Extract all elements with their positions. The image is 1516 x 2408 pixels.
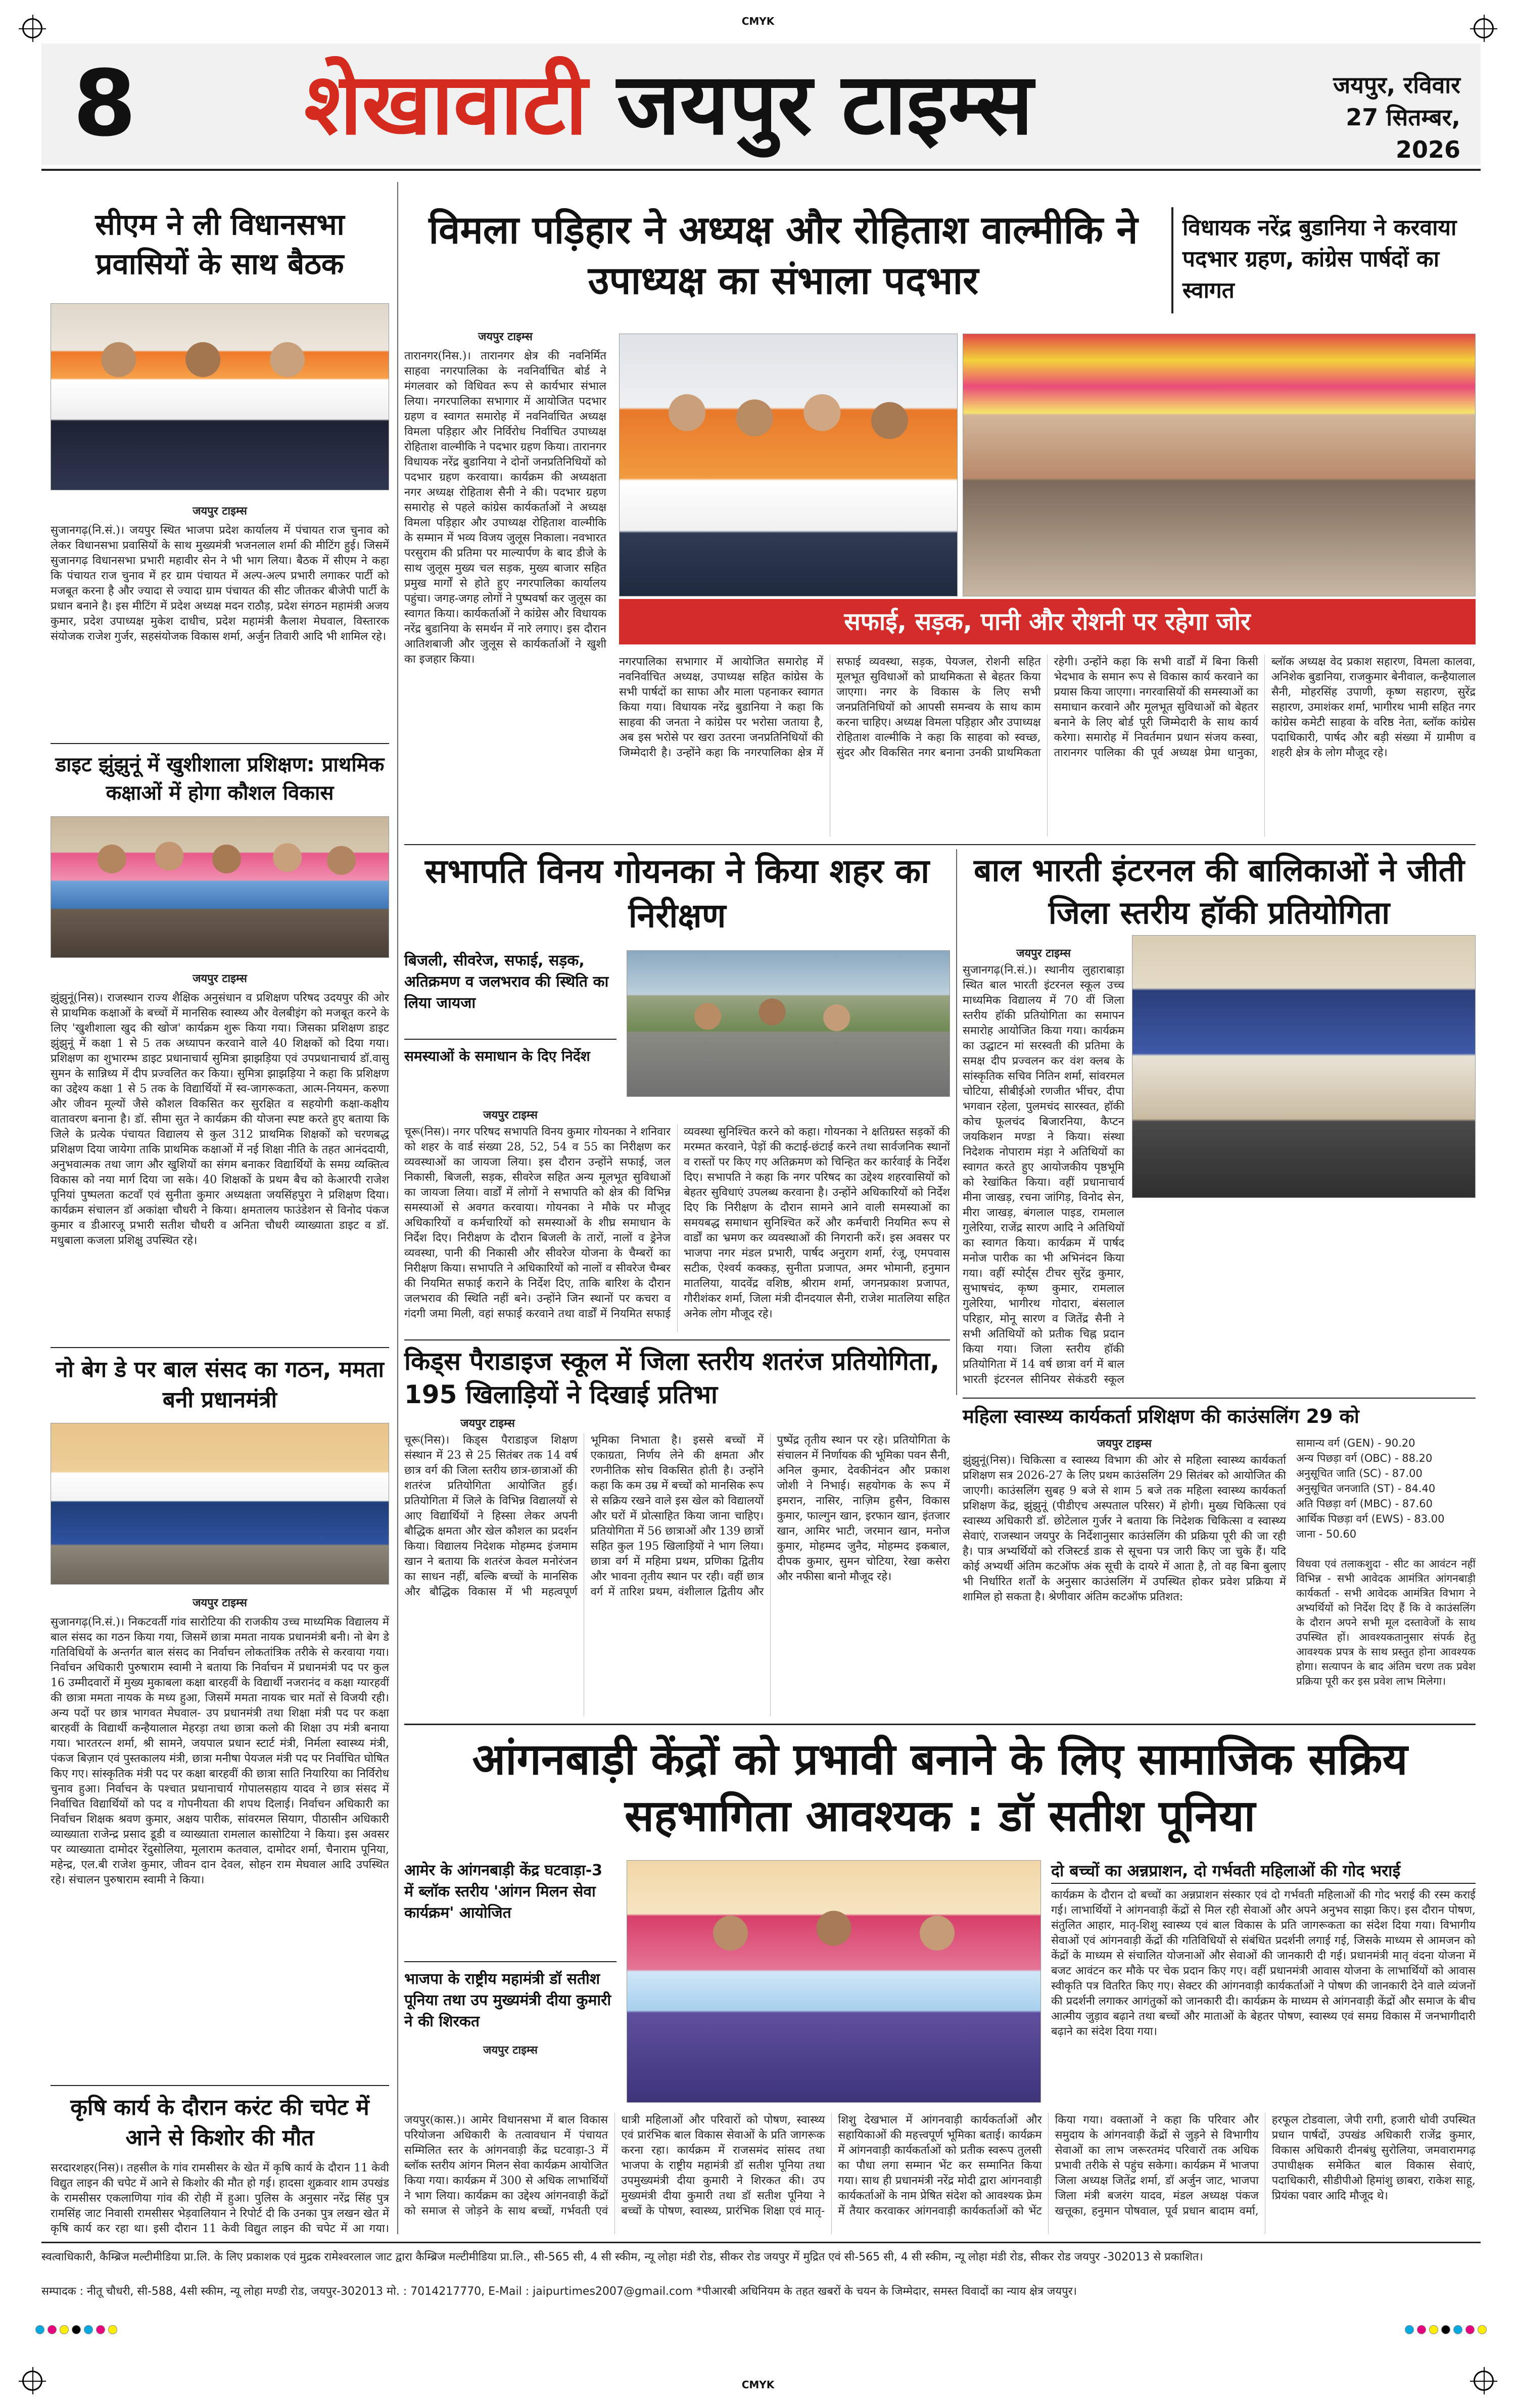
- story-anganwadi: जयपुर(कास.)। आमेर विधानसभा में बाल विकास परियोजना अधिकारी के तत्वावधान में पंचायत सम्मिलित स्तर के आंगनवाड़ी केंद्र घटवाड़ा-3 में ब्लॉक स्तरीय आंगन मिलन सेवा कार्यक्रम आयोजित किया गया। कार्यक्रम में 300 से अधिक लाभार्थियों ने भाग लिया। कार्यक्रम का उद्देश्य आंगनवाड़ी केंद्रों को समाज से जोड़ने के साथ बच्चों, गर्भवती एवं धात्री महिलाओं और परिवारों को पोषण, स्वास्थ्य एवं प्रारंभिक बाल विकास सेवाओं के प्रति जागरूक करना रहा। कार्यक्रम में राजसमंद सांसद तथा भाजपा के राष्ट्रीय महामंत्री डॉ सतीश पूनिया तथा उपमुख्यमंत्री दीया कुमारी ने शिरकत की। उप मुख्यमंत्री दीया कुमारी तथा डॉ सतीश पूनिया ने बच्चों के पोषण, स्वास्थ्य, प्रारंभिक शिक्षा एवं मातृ-शिशु देखभाल में आंगनवाड़ी कार्यकर्ताओं और सहायिकाओं की महत्त्वपूर्ण भूमिका बताई। कार्यक्रम में आंगनवाड़ी कार्यकर्ताओं को प्रतीक स्वरूप तुलसी का पौधा लगा सम्मान भेंट कर सम्मानित किया गया। साथ ही प्रधानमंत्री नरेंद्र मोदी द्वारा आंगनवाड़ी कार्यकर्ताओं के नाम प्रेषित संदेश को आवश्यक फ्रेम में तैयार करवाकर आंगनवाड़ी कार्यकर्ताओं को भेंट किया गया। वक्ताओं ने कहा कि परिवार और समुदाय के आंगनवाड़ी केंद्रों से जुड़ने से विभागीय सेवाओं का लाभ जरूरतमंद परिवारों तक अधिक प्रभावी तरीके से पहुंच सकेगा। कार्यक्रम में भाजपा जिला अध्यक्ष जितेंद्र शर्मा, डॉ अर्जुन जाट, भाजपा जिला मंत्री बजरंग यादव, मंडल अध्यक्ष पंकज खत्तूका, हनुमान पोषवाल, पूर्व प्रधान बादाम वर्मा, हरफूल टोडवाला, जेपी रागी, हजारी धोवी उपस्थित प्रधान पार्षदों, उपखंड अधिकारी राजेंद्र कुमार, विकास अधिकारी दीनबंधु सुरोलिया, जमवारामगढ़ उपाधीक्षक समेकित बाल विकास सेवाएं, पदाधिकारी, सीडीपीओ हिमांशु छाबरा, राकेश साहू, प्रियंका पवार आदि मौजूद थे।: [404, 2114, 1476, 2217]
- photo-inspection: [627, 950, 950, 1097]
- lead-banner: सफाई, सड़क, पानी और रोशनी पर रहेगा जोर: [619, 599, 1476, 644]
- story-divider: [404, 1724, 1476, 1725]
- headline-diet-training: डाइट झुंझुनूं में खुशीशाला प्रशिक्षण: प्राथमिक कक्षाओं में होगा कौशल विकास: [55, 753, 385, 805]
- title-black: जयपुर टाइम्स: [617, 55, 1033, 154]
- color-strip: [1405, 2325, 1487, 2334]
- photo-swearing-in: [619, 334, 958, 596]
- story-counselling-tail: विधवा एवं तलाकशुदा - सीट का आवंटन नहीं विभिन्न - सभी आवेदक आमंत्रित आंगनबाड़ी कार्यकर्ता - सभी आवेदक आमंत्रित विभाग ने अभ्यर्थियों को निर्देश दिए हैं कि वे काउंसलिंग के दौरान अपने सभी मूल दस्तावेजों के साथ उपस्थित हों। आवश्यकतानुसार संपर्क हेतु आवश्यक प्रपत्र के साथ प्रस्तुत होना आवश्यक होगा। सत्यापन के बाद अंतिम चरण तक प्रवेश प्रक्रिया पूरी कर इस प्रवेश लाभ मिलेगा।: [1296, 1558, 1476, 1687]
- deck-anganwadi-1: आमेर के आंगनबाड़ी केंद्र घटवाड़ा-3 में ब्लॉक स्तरीय 'आंगन मिलन सेवा कार्यक्रम' आयोजित: [404, 1862, 603, 1922]
- cutoff-item: अति पिछड़ा वर्ग (MBC) - 87.60: [1296, 1498, 1433, 1510]
- box-rule: [1051, 1883, 1476, 1884]
- photo-diet-training: [51, 816, 389, 958]
- story-diet-training: झुंझुनूं(निस)। राजस्थान राज्य शैक्षिक अनुसंधान व प्रशिक्षण परिषद उदयपुर की ओर से प्राथमिक कक्षाओं के बच्चों में मानसिक स्वास्थ्य और वेलबीइंग को मजबूत करने के लिए 'खुशीशाला खुद की खोज' कार्यक्रम शुरू किया गया। जिसका प्रशिक्षण डाइट झुंझुनूं में कक्षा 1 से 5 तक अध्यापन करवाने वाले 40 शिक्षकों को दिया गया। प्रशिक्षण का शुभारम्भ डाइट प्रधानाचार्य सुमित्रा झाझड़िया एवं उपप्रधानाचार्य डॉ.वासु सुमन के सान्निध्य में दीप प्रज्वलित कर किया। सुमित्रा झाझड़िया ने कहा कि प्रशिक्षण का उद्देश्य कक्षा 1 से 5 तक के विद्यार्थियों में स्व-जागरूकता, आत्म-नियमन, करुणा और जीवन मूल्यों जैसे कौशल विकसित कर सुरक्षित व सहयोगी कक्षा-कक्षीय वातावरण बनाना है। डॉ. सीमा सुत ने कार्यक्रम की योजना स्पष्ट करते हुए बताया कि जिले के प्रत्येक पंचायत विद्यालय से कुल 312 प्राथमिक शिक्षकों को चरणबद्ध प्रशिक्षण दिया जायेगा ताकि प्राथमिक कक्षाओं में नई शिक्षा नीति के तहत आनंददायी, अनुभवात्मक तथा जाग और खुशियों का संगम बनाकर विद्यार्थियों के समग्र व्यक्तित्व विकास को नया मार्ग दिया जा सके। 40 शिक्षकों के प्रथम बैच को केआरपी राजेश पूनियां पुष्पलता कटवाँ एवं सुनीता कुमार अध्यक्षता जयसिंहपुरा ने प्रशिक्षण दिया। कार्यक्रम संचालन डॉ अकांक्षा चौधरी ने किया। क्षमतालय फाउंडेशन से विनोद पंकज कुमार व डीआरजू प्रभारी सतीश चौधरी व अनिता चौधरी व्याख्याता डाइट व डॉ. मधुबाला कजला प्रशिक्षु उपस्थित रहे।: [51, 992, 389, 1247]
- story-divider: [51, 743, 389, 744]
- photo-anganwadi: [627, 1860, 1041, 2103]
- byline: जयपुर टाइम्स: [1016, 947, 1071, 960]
- lead-story-part-a: तारानगर(निस.)। तारानगर क्षेत्र की नवनिर्मित साहवा नगरपालिका के नवनिर्वाचित बोर्ड ने मंगलवार को विधिवत रूप से कार्यभार संभाल लिया। नगरपालिका सभागार में आयोजित पदभार ग्रहण व स्वागत समारोह में नवनिर्वाचित अध्यक्ष विमला पड़िहार और निर्विरोध निर्वाचित उपाध्यक्ष रोहिताश वाल्मीकि ने पदभार ग्रहण किया। तारानगर विधायक नरेंद्र बुडानिया ने दोनों जनप्रतिनिधियों को पदभार ग्रहण करवाया। कार्यक्रम की अध्यक्षता नगर अध्यक्ष रोहिताश सैनी ने की। पदभार ग्रहण समारोह से पहले कांग्रेस कार्यकर्ताओं ने अध्यक्ष विमला पड़िहार और उपाध्यक्ष रोहिताश वाल्मीकि के सम्मान में भव्य विजय जुलूस निकाला। नवभारत परसुराम की प्रतिमा पर माल्यार्पण के बाद डीजे के साथ जुलूस मुख्य चल सड़क, मुख्य बाजार सहित प्रमुख मार्गों से होते हुए नगरपालिका कार्यालय पहुंचा। जगह-जगह लोगों ने पुष्पवर्षा कर जुलूस का स्वागत किया। कार्यकर्ताओं ने कांग्रेस और विधायक नरेंद्र बुडानिया के समर्थन में नारे लगाए। इस दौरान आतिशबाजी और जुलूस से कार्यकर्ताओं ने खुशी का इजहार किया।: [404, 350, 606, 666]
- cutoff-item: जाना - 50.60: [1296, 1528, 1357, 1540]
- headline-counselling: महिला स्वास्थ्य कार्यकर्ता प्रशिक्षण की काउंसलिंग 29 को: [963, 1405, 1359, 1427]
- story-counselling: झुंझुनूं(निस)। चिकित्सा व स्वास्थ्य विभाग की ओर से महिला स्वास्थ्य कार्यकर्ता प्रशिक्षण सत्र 2026-27 के लिए प्रथम काउंसलिंग 29 सितंबर को आयोजित की जाएगी। काउंसलिंग सुबह 9 बजे से शाम 5 बजे तक महिला स्वास्थ्य कार्यकर्ता प्रशिक्षण केंद्र, झुंझुनूं (पीडीएच अस्पताल परिसर) में होगी। मुख्य चिकित्सा एवं स्वास्थ्य अधिकारी डॉ. छोटेलाल गुर्जर ने बताया कि निदेशक चिकित्सा व स्वास्थ्य सेवाएं, राजस्थान जयपुर के निर्देशानुसार काउंसलिंग की प्रक्रिया पूरी की जा रही है। पात्र अभ्यर्थियों को रजिस्टर्ड डाक से सूचना पत्र जारी किए जा चुके हैं। यदि कोई अभ्यर्थी अंतिम कटऑफ अंक सूची के दायरे में आता है, तो वह बिना बुलाए भी निर्धारित शर्तों के अनुसार काउंसलिंग में उपस्थित होकर प्रवेश प्रक्रिया में शामिल हो सकता है। श्रेणीवार अंतिम कटऑफ प्रतिशत:: [963, 1454, 1286, 1603]
- headline-chess: किड्स पैराडाइज स्कूल में जिला स्तरीय शतरंज प्रतियोगिता, 195 खिलाड़ियों ने दिखाई प्रतिभा: [404, 1347, 940, 1409]
- deck-anganwadi-2: भाजपा के राष्ट्रीय महामंत्री डॉ सतीश पूनिया तथा उप मुख्यमंत्री दीया कुमारी ने की शिरकत: [404, 1970, 611, 2030]
- masthead-rule: [41, 169, 1481, 171]
- byline: जयपुर टाइम्स: [193, 505, 247, 518]
- deck-rule: [404, 1039, 617, 1040]
- deck-goenka-2: समस्याओं के समाधान के दिए निर्देश: [404, 1048, 590, 1064]
- registration-mark-icon: [1474, 2371, 1494, 2391]
- story-chess: चूरू(निस)। किड्स पैराडाइज शिक्षण संस्थान में 23 से 25 सितंबर तक 14 वर्ष छात्र वर्ग की जिला स्तरीय छात्र-छात्राओं की शतरंज प्रतियोगिता आयोजित हुई। प्रतियोगिता में जिले के विभिन्न विद्यालयों से आए विद्यार्थियों ने हिस्सा लेकर अपनी बौद्धिक क्षमता और खेल कौशल का प्रदर्शन किया। विद्यालय निदेशक मोहम्मद इंजमाम खान ने बताया कि शतरंज केवल मनोरंजन का साधन नहीं, बल्कि बच्चों के मानसिक और बौद्धिक विकास में भी महत्वपूर्ण भूमिका निभाता है। इससे बच्चों में एकाग्रता, निर्णय लेने की क्षमता और रणनीतिक सोच विकसित होती है। उन्होंने कहा कि कम उम्र में बच्चों को मानसिक रूप से सक्रिय रखने वाले इस खेल को विद्यालयों और घरों में प्रोत्साहित किया जाना चाहिए। प्रतियोगिता में 56 छात्राओं और 139 छात्रों सहित कुल 195 खिलाड़ियों ने भाग लिया। छात्रा वर्ग में महिमा प्रथम, प्रणिका द्वितीय और भावना तृतीय स्थान पर रही। वहीं छात्र वर्ग में तारिश प्रथम, वंशीलाल द्वितीय और पुष्पेंद्र तृतीय स्थान पर रहे। प्रतियोगिता के संचालन में निर्णायक की भूमिका पवन सैनी, अनिल कुमार, देवकीनंदन और प्रकाश जोशी ने निभाई। सहयोगक के रूप में इमरान, नासिर, नाज़िम हुसैन, विकास कुमार, फाल्गुन खान, इरफान खान, इंतजार खान, आमिर भाटी, जरमान खान, मनोज कुमार, मोहम्मद जुनैद, मोहम्मद इकबाल, दीपक कुमार, सुमन चोटिया, रेखा कसेरा और नफीसा बानो मौजूद रहे।: [404, 1434, 950, 1598]
- headline-current-death: कृषि कार्य के दौरान करंट की चपेट में आने से किशोर की मौत: [70, 2095, 369, 2151]
- headline-cm-meeting: सीएम ने ली विधानसभा प्रवासियों के साथ बैठक: [95, 207, 345, 281]
- photo-assembly: [963, 334, 1476, 596]
- cmyk-mark-top: CMYK: [741, 15, 775, 27]
- registration-mark-icon: [1474, 18, 1494, 38]
- registration-mark-icon: [22, 2371, 42, 2391]
- deck-goenka-1: बिजली, सीवरेज, सफाई, सड़क, अतिक्रमण व जलभराव की स्थिति का लिया जायजा: [404, 952, 609, 1012]
- lead-headline: विमला पड़िहार ने अध्यक्ष और रोहिताश वाल्मीकि ने उपाध्यक्ष का संभाला पदभार: [429, 207, 1138, 303]
- cutoff-list: [1296, 1435, 1476, 1542]
- byline: जयपुर टाइम्स: [483, 1109, 538, 1122]
- newspaper-title: [304, 43, 1214, 165]
- column-divider: [956, 849, 957, 1395]
- story-divider: [963, 1398, 1476, 1399]
- story-current-death: सरदारशहर(निस)। तहसील के गांव रामसीसर के खेत में कृषि कार्य के दौरान 11 केवी विद्युत लाइन की चपेट में आने से किशोर की मौत हो गई। हादसा शुक्रवार शाम उपखंड के रामसीसर एकलाणिया गांव की रोही में हुआ। पुलिस के अनुसार नरेंद्र सिंह पुत्र रामसिंह जाट निवासी रामसीसर भेड़वालियान ने रिपोर्ट दी कि उनका पुत्र लखन खेत में कृषि कार्य कर रहा था। इसी दौरान 11 केवी विद्युत लाइन की चपेट में आ गया।: [51, 2162, 389, 2235]
- date-text: 27 सितम्बर, 2026: [1346, 104, 1460, 163]
- page-number: 8: [73, 51, 136, 157]
- cutoff-item: अनुसूचित जाति (SC) - 87.00: [1296, 1467, 1423, 1479]
- story-divider: [404, 1339, 950, 1340]
- box-headline: दो बच्चों का अन्नप्राशन, दो गर्भवती महिलाओं की गोद भराई: [1051, 1861, 1401, 1880]
- byline: जयपुर टाइम्स: [483, 2044, 538, 2057]
- footer-rule: [41, 2242, 1481, 2243]
- registration-mark-icon: [22, 18, 42, 38]
- story-divider: [51, 1347, 389, 1348]
- byline: जयपुर टाइम्स: [193, 973, 247, 985]
- lead-side-headline: विधायक नरेंद्र बुडानिया ने करवाया पदभार ग्रहण, कांग्रेस पार्षदों का स्वागत: [1182, 215, 1457, 303]
- byline: जयपुर टाइम्स: [1097, 1438, 1152, 1450]
- cutoff-item: अनुसूचित जनजाति (ST) - 84.40: [1296, 1483, 1436, 1495]
- cutoff-item: आर्थिक पिछड़ा वर्ग (EWS) - 83.00: [1296, 1513, 1445, 1525]
- byline: जयपुर टाइम्स: [193, 1597, 247, 1609]
- story-goenka: चूरू(निस)। नगर परिषद सभापति विनय कुमार गोयनका ने शनिवार को शहर के वार्ड संख्या 28, 52, 54 व 55 का निरीक्षण कर व्यवस्थाओं का जायजा लिया। इस दौरान उन्होंने सफाई, जल निकासी, बिजली, सड़क, सीवरेज सहित अन्य मूलभूत सुविधाओं का जायजा लिया। वार्डों में लोगों ने सभापति को क्षेत्र की विभिन्न समस्याओं से अवगत करवाया। गोयनका ने मौके पर मौजूद अधिकारियों व कर्मचारियों को समस्याओं के शीघ्र समाधान के निर्देश दिए। निरीक्षण के दौरान बिजली के तारों, नालों व ड्रेनेज व्यवस्था, पानी की निकासी और सीवरेज योजना के चैम्बरों का निरीक्षण किया। सभापति ने अधिकारियों को नालों व सीवरेज चैम्बर की नियमित सफाई कराने के निर्देश दिए, ताकि बारिश के दौरान जलभराव की स्थिति नहीं बने। उन्होंने जिन स्थानों पर कचरा व गंदगी जमा मिली, वहां सफाई करवाने तथा वार्डों में नियमित सफाई व्यवस्था सुनिश्चित करने को कहा। गोयनका ने क्षतिग्रस्त सड़कों की मरम्मत करवाने, पेड़ों की कटाई-छंटाई करने तथा सार्वजनिक स्थानों व रास्तों पर किए गए अतिक्रमण को चिन्हित कर कार्रवाई के निर्देश दिए। सभापति ने कहा कि नगर परिषद का उद्देश्य शहरवासियों को बेहतर सुविधाएं उपलब्ध करवाना है। उन्होंने अधिकारियों को निर्देश दिए कि निरीक्षण के दौरान सामने आने वाली समस्याओं का समयबद्ध समाधान सुनिश्चित करें और कर्मचारी नियमित रूप से वार्डों का भ्रमण कर व्यवस्थाओं की निगरानी करें। इस अवसर पर भाजपा नगर मंडल प्रभारी, पार्षद अनुराग शर्मा, रंजू, एमपवास सटीक, ऐश्वर्य कक्कड़, सुनीता प्रजापत, अमर भोमानी, हनुमान मातलिया, यादवेंद्र वशिष्ठ, श्रीराम शर्मा, जगनप्रकाश प्रजापत, गौरीशंकर शर्मा, जिला मंत्री दीनदयाल सैनी, राजेश मातलिया सहित अनेक लोग मौजूद रहे।: [404, 1126, 950, 1320]
- imprint-line-2: सम्पादक : नीतू चौधरी, सी-588, 4सी स्कीम, न्यू लोहा मण्डी रोड, जयपुर-302013 मो. : 7014217770, E-Mail : jaipurtimes2007@gmail.com *पीआरबी अधिनियम के तहत खबरों के चयन के जिम्मेदार, समस्त विवादों का न्याय क्षेत्र जयपुर।: [41, 2285, 1077, 2298]
- title-red: शेखावाटी: [304, 55, 588, 154]
- cutoff-item: सामान्य वर्ग (GEN) - 90.20: [1296, 1437, 1415, 1449]
- story-divider: [51, 2085, 389, 2086]
- headline-goenka: सभापति विनय गोयनका ने किया शहर का निरीक्षण: [424, 852, 930, 935]
- story-bal-sansad: सुजानगढ़(नि.सं.)। निकटवर्ती गांव सारोटिया की राजकीय उच्च माध्यमिक विद्यालय में बाल संसद का गठन किया गया, जिसमें छात्रा ममता नायक प्रधानमंत्री बनी। नो बेग डे गतिविधियों के अन्तर्गत बाल संसद का निर्वाचन लोकतांत्रिक तरीके से करवाया गया। निर्वाचन अधिकारी पुरुषाराम स्वामी ने बताया कि निर्वाचन में प्रधानमंत्री पद पर कुल 16 उम्मीदवारों में मुख्य मुकाबला कक्षा बारहवीं के विद्यार्थी नजरानंद व कक्षा ग्यारहवीं की छात्रा ममता नायक के मध्य हुआ, जिसमें ममता नायक चार मतों से विजयी रही। अन्य पदों पर छात्र भागवत मेघवाल- उप प्रधानमंत्री तथा शिक्षा मंत्री पद पर कक्षा बारहवीं के विद्यार्थी कन्हैयालाल मेहरड़ा तथा छात्रा कलो की शिक्षा उप मंत्री बनाया गया। भारतरत्न शर्मा, श्री सामने, जयपाल प्रधान स्टार्ट मंत्री, निर्मला स्वास्थ्य मंत्री, पंकज बिज़ान एवं पुस्तकालय मंत्री, छात्रा मनीषा पेयजल मंत्री पद पर निर्वाचित घोषित किए गए। सांस्कृतिक मंत्री पद पर कक्षा बारहवीं की छात्रा साति नियारिया का निर्विरोध चुनाव हुआ। निर्वाचन के पश्चात प्रधानाचार्य गोपालसहाय यादव ने छात्र संसद में निर्वाचित विद्यार्थियों को पद व गोपनीयता की शपथ दिलाई। निर्वाचन अधिकारी का निर्वाचन शिक्षक श्रवण कुमार, अक्षय पारीक, सांवरमल सियाग, पीठासीन अधिकारी व्याख्याता राजेन्द्र प्रसाद डूडी व व्याख्याता रामलाल कासोटिया ने किया। इस अवसर पर व्याख्याता दामोदर रेंदुसोलिया, मूलाराम कतवाल, दामोदर शर्मा, चैनाराम पूनिया, महेन्द्र, एल.बी राजेश कुमार, जीवन दान देवल, सोहन राम मेघवाल आदि उपस्थित रहे। संचालन पुरुषाराम स्वामी ने किया।: [51, 1616, 389, 1886]
- deck-rule: [404, 1961, 617, 1962]
- byline: जयपुर टाइम्स: [460, 1417, 515, 1430]
- byline: जयपुर टाइम्स: [478, 331, 533, 343]
- city-day: जयपुर, रविवार: [1333, 71, 1460, 99]
- story-cm-meeting: सुजानगढ़(नि.सं.)। जयपुर स्थित भाजपा प्रदेश कार्यालय में पंचायत राज चुनाव को लेकर विधानसभा प्रवासियों के साथ मुख्यमंत्री भजनलाल शर्मा की मीटिंग हुई। जिसमें सुजानगढ़ विधानसभा प्रभारी महावीर सेन ने भी भाग लिया। बैठक में सीएम ने कहा कि पंचायत राज चुनाव में हर ग्राम पंचायत में अल्प-अल्प प्रभारी लगाकर पार्टी को मजबूत करना है और ज्यादा से ज्यादा ग्राम पंचायत की सीट जीतकर बीजेपी पार्टी के प्रधान बनाने है। इस मीटिंग में प्रदेश अध्यक्ष मदन राठौड़, प्रदेश संगठन महामंत्री अजय कुमार, प्रदेश उपाध्यक्ष मुकेश दाधीच, प्रदेश महामंत्री कैलाश मेघवाल, विस्तारक संयोजक राजेश गुर्जर, सहसंयोजक विकास शर्मा, अर्जुन तिवारी आदि भी शामिल रहे।: [51, 524, 389, 643]
- photo-bal-sansad: [51, 1423, 389, 1585]
- issue-date: [1278, 69, 1460, 166]
- story-hockey: सुजानगढ़(नि.सं.)। स्थानीय लुहाराबाड़ा स्थित बाल भारती इंटरनल स्कूल उच्च माध्यमिक विद्यालय में 70 वीं जिला स्तरीय हॉकी प्रतियोगिता का समापन समारोह आयोजित किया गया। कार्यक्रम का उद्घाटन मां सरस्वती की प्रतिमा के समक्ष दीप प्रज्वलन कर वंश क्लब के सांस्कृतिक सचिव नितिन शर्मा, सांवरमल चोटिया, सीबीईओ रणजीत भींचर, दीपा भगवान रहेला, पुलमचंद सारस्वत, हॉकी कोच फूलचंद बिजारनिया, कैप्टन जयकिशन मण्डा ने किया। संस्था निदेशक नोपाराम मंड़ा ने अतिथियों का स्वागत करते हुए आयोजकीय पृष्ठभूमि को रेखांकित किया। वहीं प्रधानाचार्य मीना जाखड़, रचना जांगिड़, विनोद सेन, मीरा जाखड़, बंगलाल पाइड, रामलाल गुलेरिया, राजेंद्र सारण आदि ने अतिथियों का स्वागत किया। कार्यक्रम में पार्षद मनोज पारीक का भी अभिनंदन किया गया। वहीं स्पोर्ट्स टीचर सुरेंद्र कुमार, सुभाषचंद, कृष्ण कुमार, रामलाल गुलेरिया, भागीरथ गोदारा, बंसलाल परिहार, मोनू सारण व जितेंद्र सैनी ने सभी अतिथियों को प्रतीक चिह्न प्रदान किया गया। जिला स्तरीय हॉकी प्रतियोगिता में 14 वर्ष छात्रा वर्ग में बाल भारती इंटरनल सीनियर सेकंडरी स्कूल: [963, 964, 1124, 1386]
- photo-cm-meeting: [51, 303, 389, 490]
- cutoff-item: अन्य पिछड़ा वर्ग (OBC) - 88.20: [1296, 1452, 1433, 1464]
- masthead: [41, 43, 1481, 165]
- imprint-line-1: स्वत्वाधिकारी, कैम्ब्रिज मल्टीमीडिया प्रा.लि. के लिए प्रकाशक एवं मुद्रक रामेश्वरलाल जाट द्वारा कैम्ब्रिज मल्टीमीडिया प्रा.लि., सी-565 सी, 4 सी स्कीम, न्यू लोहा मंडी रोड, सीकर रोड जयपुर में मुद्रित एवं सी-565 सी, 4 सी स्कीम, न्यू लोहा मंडी रोड, सीकर रोड जयपुर -302013 से प्रकाशित।: [41, 2251, 1203, 2263]
- headline-bal-sansad: नो बेग डे पर बाल संसद का गठन, ममता बनी प्रधानमंत्री: [56, 1357, 384, 1413]
- story-divider: [404, 844, 1476, 845]
- headline-hockey: बाल भारती इंटरनल की बालिकाओं ने जीती जिला स्तरीय हॉकी प्रतियोगिता: [973, 852, 1465, 931]
- headline-anganwadi: आंगनबाड़ी केंद्रों को प्रभावी बनाने के लिए सामाजिक सक्रिय सहभागिता आवश्यक : डॉ सतीश पूनिया: [472, 1734, 1408, 1841]
- box-story: कार्यक्रम के दौरान दो बच्चों का अन्नप्राशन संस्कार एवं दो गर्भवती महिलाओं की गोद भराई की रस्म कराई गई। लाभार्थियों ने आंगनवाड़ी केंद्रों से मिल रही सेवाओं और अपने अनुभव साझा किए। इस दौरान पोषण, संतुलित आहार, मातृ-शिशु स्वास्थ्य एवं बाल विकास के प्रति जागरूकता का संदेश दिया गया। विभागीय सेवाओं एवं आंगनवाड़ी केंद्रों की गतिविधियों से संबंधित प्रदर्शनी लगाई गई, जिसके माध्यम से आमजन को केंद्रों के माध्यम से संचालित योजनाओं और सेवाओं की जानकारी दी गई। प्रधानमंत्री मातृ वंदना योजना में बजट आवंटन कर मौके पर चेक प्रदान किए गए। वहीं प्रधानमंत्री आवास योजना के लाभार्थियों को आवास स्वीकृति पत्र वितरित किए गए। सेक्टर की आंगनवाड़ी कार्यकर्ताओं ने पोषण की जानकारी देने वाले व्यंजनों की प्रदर्शनी लगाकर आगंतुकों को जानकारी दी। कार्यक्रम के माध्यम से आंगनवाड़ी केंद्रों और समाज के बीच आत्मीय जुड़ाव बढ़ाने तथा बच्चों और माताओं के बेहतर पोषण, स्वास्थ्य एवं समग्र विकास में जनभागीदारी बढ़ाने का संदेश दिया गया।: [1051, 1889, 1476, 2038]
- lead-story-part-b: नगरपालिका सभागार में आयोजित समारोह में नवनिर्वाचित अध्यक्ष, उपाध्यक्ष सहित कांग्रेस के सभी पार्षदों का साफा और माला पहनाकर स्वागत किया गया। विधायक नरेंद्र बुडानिया ने कहा कि साहवा की जनता ने कांग्रेस पर भरोसा जताया है, अब इस भरोसे पर खरा उतरना जनप्रतिनिधियों की जिम्मेदारी है। उन्होंने कहा कि नगरपालिका क्षेत्र में सफाई व्यवस्था, सड़क, पेयजल, रोशनी सहित मूलभूत सुविधाओं को प्राथमिकता से बेहतर किया जाएगा। नगर के विकास के लिए सभी जनप्रतिनिधियों को आपसी समन्वय के साथ काम करना चाहिए। अध्यक्ष विमला पड़िहार और उपाध्यक्ष रोहिताश वाल्मीकि ने कहा कि साहवा को स्वच्छ, सुंदर और विकसित नगर बनाना उनकी प्राथमिकता रहेगी। उन्होंने कहा कि सभी वार्डों में बिना किसी भेदभाव के समान रूप से विकास कार्य करवाने का प्रयास किया जाएगा। नगरवासियों की समस्याओं का समाधान करवाने और मूलभूत सुविधाओं को बेहतर बनाने के लिए बोर्ड पूरी जिम्मेदारी के साथ कार्य करेगा। समारोह में निवर्तमान प्रधान संजय कस्वा, तारानगर पालिका की पूर्व अध्यक्ष प्रेमा धानुका, ब्लॉक अध्यक्ष वेद प्रकाश सहारण, विमला कालवा, अनिशेक बुडानिया, राजकुमार बेनीवाल, कन्हैयालाल सैनी, मोहरसिंह उपाणी, कृष्ण सहारण, सुरेंद्र सहारण, उमाशंकर शर्मा, भागीरथ भामी सहित नगर कांग्रेस कमेटी साहवा के वरिष्ठ नेता, ब्लॉक कांग्रेस पदाधिकारी, पार्षद और बड़ी संख्या में ग्रामीण व शहरी क्षेत्र के लोग मौजूद रहे।: [619, 656, 1476, 759]
- color-strip: [35, 2325, 117, 2334]
- photo-hockey-team: [1132, 935, 1476, 1198]
- column-divider: [397, 182, 398, 2234]
- cmyk-mark-bottom: CMYK: [741, 2379, 775, 2391]
- side-headline-rule: [1171, 207, 1173, 313]
